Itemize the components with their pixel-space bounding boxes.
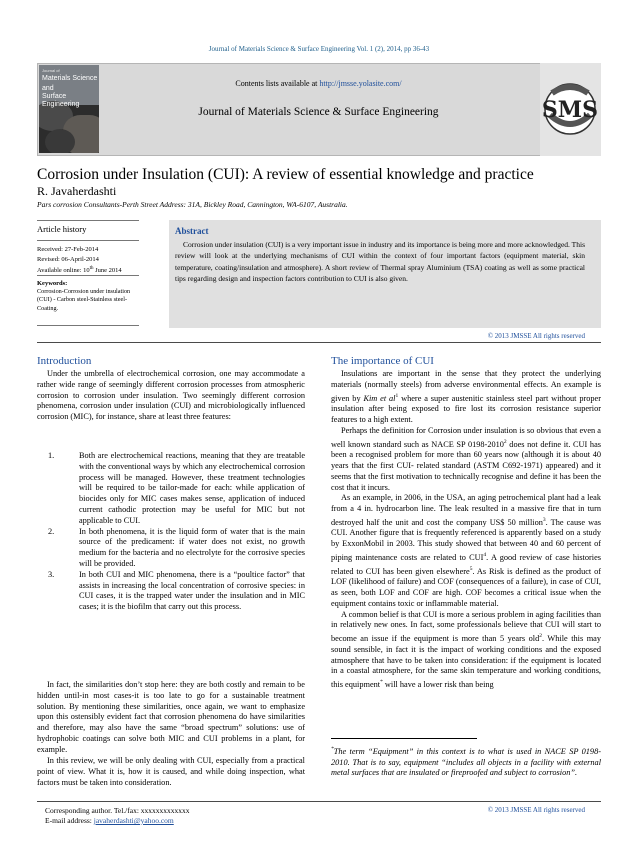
importance-paragraph-3: As an example, in 2006, in the USA, an aging petrochemical plant had a leak from a 4 in. hydrocarbon line. The leak resulted in a massive fire that in turn destroyed half the unit and cost the company US$ 50 million$^3$. The cause was CUI. Another figure that is frequently referenced is apparently based on a study by ExxonMobil in 2003. This study showed that between 40 and 60 percent of piping maintenance costs are related to CUI$^4$. A good review of case histories related to CUI has been given elsewhere$^5$. As Risk is defined as the product of LOF (likelihood of failure) and COF (consequences of a failure), in case of CUI, as seen, both LOF and COF are high. COF becomes a critical issue when the equipment contains toxic or inflammable material. — [331, 493, 602, 608]
divider — [37, 220, 139, 221]
importance-body — [331, 369, 601, 691]
abstract-text: Corrosion under insulation (CUI) is a very important issue in industry and its importance is being more and more acknowledged. This review will look at the underlying mechanisms of CUI within the context of four important factors (equipment material, skin temperature, coating/insulation and atmosphere). A short review of Thermal spray Aluminium (TSA) coating as well as some practical tips regarding design and inspection factors contribution to CUI is also given. — [175, 240, 585, 283]
footnote: *The term “Equipment” in this context is to what is used in NACE SP 0198-2010. That is to say, equipment “includes all objects in a facility with external metal surfaces that are insulated or fireproofed and subject to corrosion”. — [331, 746, 601, 778]
divider — [37, 275, 139, 276]
introduction-paragraph-3: In this review, we will be only dealing with CUI, especially from a practical point of view. What it is, how it is caused, and while doing inspection, what factors must be taken into consideration. — [37, 756, 305, 787]
received-date: Received: 27-Feb-2014 — [37, 246, 99, 253]
divider — [37, 240, 139, 241]
cover-line-2a: Materials Science — [42, 75, 98, 82]
journal-website-link[interactable]: http://jmsse.yolasite.com/ — [319, 79, 402, 88]
journal-reference: Journal of Materials Science & Surface Engineering Vol. 1 (2), 2014, pp 36-43 — [208, 45, 430, 53]
cover-line-3: and Surface Engineering — [42, 85, 80, 108]
article-history-heading: Article history — [37, 224, 87, 234]
keywords-list: Corrosion-Corrosion under insulation (CUI) - Carbon steel-Stainless steel-Coating. — [37, 288, 131, 312]
revised-date: Revised: 06-April-2014 — [37, 255, 99, 263]
cover-line-1: Journal of — [42, 68, 60, 73]
divider — [37, 801, 601, 802]
divider — [37, 342, 601, 343]
journal-title: Journal of Materials Science & Surface Engineering — [198, 106, 439, 118]
corresponding-author-contact: Corresponding author. Tel./fax: xxxxxxxxxxxxx — [45, 806, 190, 815]
footnote-divider — [331, 738, 477, 739]
article-history-dates — [37, 245, 141, 276]
abstract-heading: Abstract — [175, 226, 209, 236]
importance-paragraph-4: A common belief is that CUI is more a serious problem in aging facilities than in relatively new ones. In fact, some professionals believe that CUI will start to become an issue if the equipment is more than 5 years old$^2$. While this may sound sensible, in fact it is the impact of working conditions and the exposed atmosphere that have to be taken into consideration: if the equipment is located in a coastal atmosphere, for the same skin temperature and working conditions, this equipment* will have a lower risk than being — [331, 609, 601, 689]
keywords-heading: Keywords: — [37, 280, 68, 287]
available-date: Available online: 10th June 2014 — [37, 266, 122, 275]
importance-heading: The importance of CUI — [331, 355, 434, 367]
importance-paragraph-1: Insulations are important in the sense that they protect the underlying materials (normally steels) from adverse environmental effects. An example is given by Kim et $al^1$ where a super austenitic stainless steel part without proper insulation after being exposed to fire lost its corrosion resistance superior features to a high extent. — [331, 369, 601, 424]
author-email-link[interactable]: javaherdashti@yahoo.com — [93, 816, 174, 825]
divider — [37, 325, 139, 326]
introduction-paragraph-2: In fact, the similarities don’t stop here: they are both costly and remain to be hidden until-in most cases-it is too late to go for a sustainable treatment solution. By mentioning these similarities, once again, we want to emphasize upon this ostensibly evident fact that corrosion phenomena do have similarities and therefore, may also have the same “broad spectrum” solutions: use of hydrophobic coatings can solve both MIC and CUI problems in a plant, for example. — [37, 680, 305, 754]
jmsse-logo-icon — [540, 63, 601, 156]
abstract-copyright: © 2013 JMSSE All rights reserved — [487, 332, 585, 340]
article-author: R. Javaherdashti — [37, 184, 117, 198]
introduction-paragraph-1: Under the umbrella of electrochemical corrosion, one may accommodate a rather wide range of seemingly different corrosion processes from atmospheric corrosion to corrosion under insulation. Two seemingly different corrosion phenomena, corrosion under insulation (CUI) and microbiologically influenced corrosion (MIC), for instance, share at least three features: — [37, 369, 305, 422]
list-item: 3. In both CUI and MIC phenomena, there is a “poultice factor” that assists in increasing the local concentration of corrosive species: in CUI cases, it is the trapped water under the insulation and in MIC cases; it is the biofilm that carry out this process. — [48, 569, 305, 612]
svg-text:SMS: SMS — [541, 97, 599, 123]
list-item: 1. Both are electrochemical reactions, meaning that they are treatable with the conventional ways by which any electrochemical corrosion process will be managed. However, these treatment technologies will be required to be tailor-made for each: while application of biocides only for MIC cases makes sense, application of induced current cathodic protection may be useful for MIC but not applicable to CUI. — [48, 451, 305, 525]
corresponding-author — [45, 806, 190, 826]
introduction-heading: Introduction — [37, 355, 92, 367]
list-item: 2. In both phenomena, it is the liquid form of water that is the main source of the predicament: if water does not exist, no growth medium for the bacteria and no electrolyte for the corrosive species will be provided. — [48, 526, 305, 568]
footer-copyright: © 2013 JMSSE All rights reserved — [487, 806, 585, 814]
importance-paragraph-2: Perhaps the definition for Corrosion under insulation is so obvious that even a well known standard such as NACE SP 0198-2010$^2$ does not define it. CUI has been a recognised problem for more than 60 years now (although it is about 40 years that the first CUI- related standard (ASTM C692-1971) appeared) and it seems that the first motivation to technically recognise and define it has been the cost that it incurs. — [331, 425, 601, 492]
author-affiliation: Pars corrosion Consultants-Perth Street Address: 31A, Bickley Road, Cannington, WA-6107, Australia. — [37, 200, 348, 209]
journal-cover-image — [39, 65, 99, 153]
email-line: E-mail address: javaherdashti@yahoo.com — [45, 816, 174, 825]
article-title: Corrosion under Insulation (CUI): A review of essential knowledge and practice — [37, 166, 534, 183]
similarities-list — [37, 451, 305, 613]
contents-availability: Contents lists available at http://jmsse.yolasite.com/ — [235, 79, 402, 88]
